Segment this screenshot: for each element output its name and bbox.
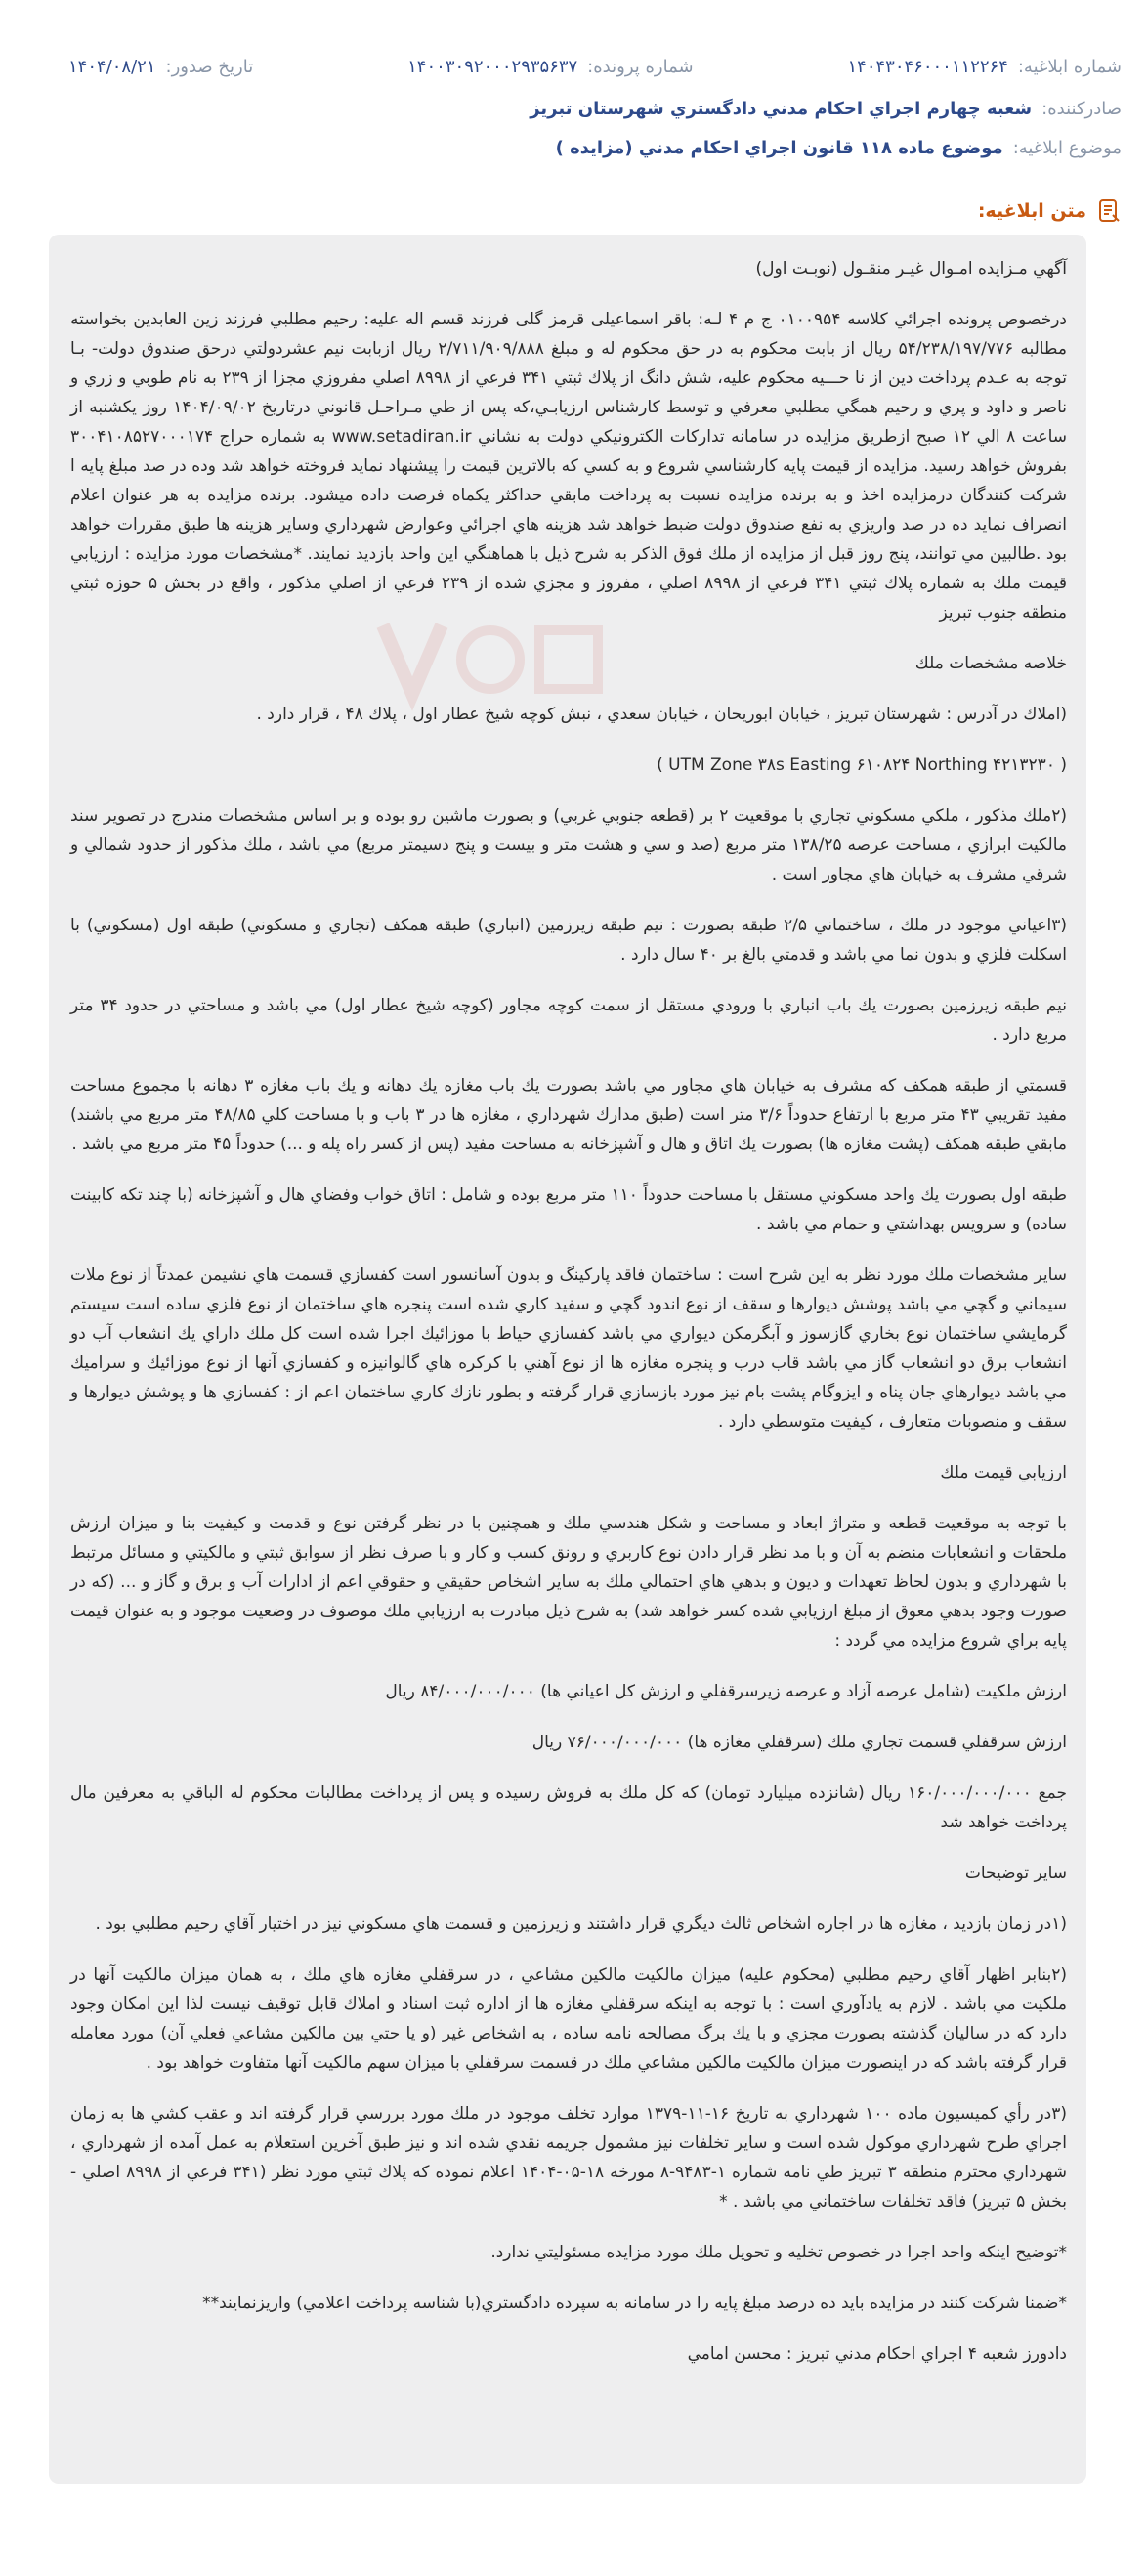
ownership-value-paragraph: ارزش ملكيت (شامل عرصه آزاد و عرصه زيرسرقفلي و ارزش كل اعياني ها) ۸۴/۰۰۰/۰۰۰/۰۰۰ ريال	[385, 1682, 1067, 1701]
property-summary-heading: خلاصه مشخصات ملك	[914, 654, 1067, 673]
issuer-value: شعبه چهارم اجراي احكام مدني دادگستري شهرستان تبريز	[530, 98, 1033, 119]
utm-paragraph: ( UTM Zone ۳۸s Easting ۶۱۰۸۲۴ Northing ۴۲۱۳۲۳۰ )	[657, 755, 1067, 775]
note-1-paragraph: (۱در زمان بازديد ، مغازه ها در اجاره اشخاص ثالث ديگري قرار داشتند و زيرزمين و قسمت هاي مسكوني نيز در اختيار آقاي رحيم مطلبي بود .	[95, 1914, 1067, 1934]
issuer-row	[39, 92, 1122, 125]
notice-body-panel	[49, 235, 1086, 2484]
first-floor-paragraph: طبقه اول بصورت يك واحد مسكوني مستقل با مساحت حدوداً ۱۱۰ متر مربع بوده و شامل : اتاق خواب وفضاي هال و آشپزخانه (با چند تكه كابينت ساده) و سرويس بهداشتي و حمام مي باشد .	[70, 1185, 1068, 1234]
signature-paragraph: دادورز شعبه ۴ اجراي احكام مدني تبريز : محسن امامي	[687, 2344, 1067, 2364]
case-number-label: شماره پرونده:	[587, 56, 694, 77]
notice-main-paragraph: درخصوص پرونده اجرائي كلاسه ۰۱۰۰۹۵۴ ج م ۴ لـه: باقر اسماعیلی قرمز گلی فرزند قسم اله علیه: رحيم مطلبي فرزند زين العابدين بخواسته مطالبه ۵۴/۲۳۸/۱۹۷/۷۷۶ ريال از بابت محكوم به در حق محكوم له و مبلغ ۲/۷۱۱/۹۰۹/۸۸۸ ريال ازبابت نيم عشردولتي درحق صندوق دولت- بـا توجه به عـدم پرداخت دين از نا حـــيه محكوم عليه، شش دانگ از پلاك ثبتي ۳۴۱ فرعي از ۸۹۹۸ اصلي مفروزي مجزا از ۲۳۹ به نام طوبي و زري و ناصر و داود و پري و رحيم همگي مطلبي معرفي و توسط كارشناس ارزيابـي،كه پس از طي مـراحـل قانوني درتاريخ ۱۴۰۴/۰۹/۰۲ روز يكشنبه از ساعت ۸ الي ۱۲ صبح ازطريق مزايده در سامانه تداركات الكترونيكي دولت به نشاني www.setadiran.ir به شماره حراج ۳۰۰۴۱۰۸۵۲۷۰۰۰۱۷۴ بفروش خواهد رسيد. مزايده از قيمت پايه كارشناسي شروع و به كسي كه بالاترين قيمت را پيشنهاد نمايد فروخته خواهد شد وده در صد مبلغ پايه ا شركت كنندگان درمزايده اخذ و به برنده مزايده نسبت به پرداخت مابقي حداكثر يكماه فرصت داده ميشود. برنده مزايده به هر عنوان اعلام انصراف نمايد ده در صد واريزي به نفع صندوق دولت ضبط خواهد شد هزينه هاي اجرائي وعوارض شهرداري وساير هزينه ها طبق مقررات خواهد بود .طالبين مي توانند، پنج روز قبل از مزايده از ملك فوق الذكر به شرح ذيل با هماهنگي اين واحد بازديد نمايند. *مشخصات مورد مزايده : ارزيابي قيمت ملك به شماره پلاك ثبتي ۳۴۱ فرعي از ۸۹۹۸ اصلي ، مفروز و مجزي شده از ۲۳۹ فرعي از اصلي مذكور ، واقع در بخش ۵ حوزه ثبتي منطقه جنوب تبريز	[70, 310, 1068, 623]
notice-text-heading	[978, 192, 1122, 231]
issue-date	[68, 57, 253, 77]
deposit-note-paragraph: *ضمنا شركت كنند در مزايده بايد ده درصد مبلغ پايه را در سامانه به سپرده دادگستري(با شناسه پرداخت اعلامي) واريزنمايند**	[202, 2294, 1067, 2313]
basement-paragraph: نيم طبقه زيرزمين بصورت يك باب انباري با ورودي مستقل از سمت كوچه مجاور (كوچه شيخ عطار اول) مي باشد و مساحتي در حدود ۳۴ متر مربع دارد .	[70, 996, 1067, 1045]
valuation-heading: ارزيابي قيمت ملك	[940, 1463, 1067, 1482]
notice-meta-row	[68, 47, 1122, 86]
case-number-value: ۱۴۰۰۳۰۹۲۰۰۰۲۹۳۵۶۳۷	[407, 56, 578, 77]
notice-title-paragraph: آگهي مـزايده امـوال غيـر منقـول (نوبـت اول)	[755, 259, 1067, 279]
document-icon	[1096, 198, 1122, 224]
notice-number-label: شماره ابلاغیه:	[1017, 56, 1122, 77]
issue-date-label: تاریخ صدور:	[165, 56, 254, 77]
note-3-paragraph: (۳در رأي كميسيون ماده ۱۰۰ شهرداري به تاريخ ۱۶-۱۱-۱۳۷۹ موارد تخلف موجود در ملك مورد بررسي قرار گرفته اند و عقب كشي ها به زمان اجراي طرح شهرداري موكول شده است و ساير تخلفات نيز مشمول جريمه نقدي شده اند و نيز طبق آخرين استعلام به عمل آمده از شهرداري ، شهرداري محترم منطقه ۳ تبريز طي نامه شماره ۱-۹۴۸۳-۸ مورخه ۱۸-۰۵-۱۴۰۴ اعلام نموده كه پلاك ثبتي مورد نظر (۳۴۱ فرعي از ۸۹۹۸ اصلي - بخش ۵ تبريز) فاقد تخلفات ساختماني مي باشد . *	[70, 2104, 1067, 2211]
note-2-paragraph: (۲بنابر اظهار آقاي رحيم مطلبي (محكوم عليه) ميزان مالكيت مالكين مشاعي ، در سرقفلي مغازه هاي ملك ، به همان ميزان مالكيت آنها در ملكيت مي باشد . لازم به يادآوري است : با توجه به اينكه سرقفلي مغازه ها از اداره ثبت اسناد و املاك قابل توقيف نيست لذا اين امكان وجود دارد كه در سالیان گذشته بصورت مجزي و با يك برگ مصالحه نامه ساده ، به اشخاص غير (و يا حتي بين مالكين مشاعي فعلي آن) مورد معامله قرار گرفته باشد كه در اينصورت ميزان مالكيت مالكين مشاعي ملك در قسمت سرقفلي با ميزان سهم مالكيت آنها متفاوت خواهد بود .	[70, 1965, 1067, 2073]
total-value-paragraph: جمع ۱۶۰/۰۰۰/۰۰۰/۰۰۰ ريال (شانزده ميليارد تومان) كه كل ملك به فروش رسيده و پس از پرداخت مطالبات محكوم له الباقي به معرفين مال پرداخت خواهد شد	[70, 1783, 1067, 1832]
other-notes-heading: ساير توضيحات	[964, 1864, 1067, 1883]
eviction-note-paragraph: *توضيح اينكه واحد اجرا در خصوص تخليه و تحويل ملك مورد مزايده مسئوليتي ندارد.	[490, 2243, 1067, 2262]
subject-label: موضوع ابلاغیه:	[1012, 137, 1122, 158]
issue-date-value: ۱۴۰۴/۰۸/۲۱	[68, 56, 156, 77]
goodwill-value-paragraph: ارزش سرقفلي قسمت تجاري ملك (سرقفلي مغازه ها) ۷۶/۰۰۰/۰۰۰/۰۰۰ ريال	[531, 1733, 1067, 1752]
property-address-paragraph: (املاك در آدرس : شهرستان تبريز ، خيابان ابوريحان ، خيابان سعدي ، نبش كوچه شيخ عطار اول ، پلاك ۴۸ ، قرار دارد .	[256, 705, 1067, 724]
building-paragraph: (۳اعياني موجود در ملك ، ساختماني ۲/۵ طبقه بصورت : نيم طبقه زيرزمين (انباري) طبقه همكف (تجاري و مسكوني) طبقه اول (مسكوني) با اسكلت فلزي و بدون نما مي باشد و قدمتي بالغ بر ۴۰ سال دارد .	[70, 916, 1067, 965]
valuation-paragraph: با توجه به موقعيت قطعه و متراژ ابعاد و مساحت و شكل هندسي ملك و همچنين با در نظر گرفتن نوع و قدمت و كيفيت بنا و ميزان ارزش ملحقات و انشعابات منضم به آن و با مد نظر قرار دادن نوع كاربري و رونق كسب و كار و با صرف نظر از سوابق ثبتي و مالكيتي و مسائل مرتبط با شهرداري و بدون لحاظ تعهدات و ديون و بدهي هاي احتمالي ملك به ساير اشخاص حقيقي و حقوقي اعم از ادارات آب و برق و گاز و ... (كه در صورت وجود بدهي معوق از مبلغ ارزيابي شده كسر خواهد شد) به شرح ذيل مبادرت به ارزيابي ملك موصوف در وضعيت موجود و به عنوان قيمت پايه براي شروع مزايده مي گردد :	[70, 1514, 1067, 1651]
notice-number	[848, 57, 1123, 77]
case-number	[407, 57, 693, 77]
subject-value: موضوع ماده ۱۱۸ قانون اجراي احکام مدني (مزايده )	[555, 137, 1003, 158]
other-specs-paragraph: ساير مشخصات ملك مورد نظر به اين شرح است : ساختمان فاقد پاركينگ و بدون آسانسور است كفسازي قسمت هاي نشيمن عمدتاً از نوع ملات سيماني و گچي مي باشد پوشش ديوارها و سقف از نوع اندود گچي و سفيد كاري شده است پنجره هاي ساختمان از نوع فلزي ساده است سيستم گرمايشي ساختمان نوع بخاري گازسوز و آبگرمكن ديواري مي باشد كفسازي حياط با موزائيك اجرا شده است كل ملك داراي يك انشعاب آب دو انشعاب برق دو انشعاب گاز مي باشد قاب درب و پنجره مغازه ها از نوع آهني با كركره هاي گالوانيزه و كفسازي آنها از نوع موزائيك و سراميك مي باشد ديوارهاي جان پناه و ايزوگام پشت بام نيز مورد بازسازي قرار گرفته و بطور نازك كاري ساختمان اعم از : كفسازي ها و پوشش ديوارها و سقف و منصوبات متعارف ، كيفيت متوسطي دارد .	[70, 1266, 1067, 1432]
notice-number-value: ۱۴۰۴۳۰۴۶۰۰۰۱۱۲۲۶۴	[847, 56, 1008, 77]
subject-row	[39, 131, 1122, 164]
ground-floor-paragraph: قسمتي از طبقه همكف كه مشرف به خيابان هاي مجاور مي باشد بصورت يك باب مغازه يك دهانه و يك باب مغازه ۳ دهانه با مجموع مساحت مفيد تقريبي ۴۳ متر مربع با ارتفاع حدوداً ۳/۶ متر است (طبق مدارك شهرداري ، مغازه ها در ۳ باب و با مساحت كلي ۴۸/۸۵ متر مربع مي باشند) مابقي طبقه همكف (پشت مغازه ها) بصورت يك اتاق و هال و آشپزخانه به مساحت مفيد (پس از كسر راه پله و ...) حدوداً ۴۵ متر مربع مي باشد .	[70, 1076, 1067, 1154]
issuer-label: صادرکننده:	[1041, 98, 1122, 119]
property-description-paragraph: (۲ملك مذكور ، ملكي مسكوني تجاري با موقعيت ۲ بر (قطعه جنوبي غربي) و بصورت ماشين رو بوده و بر اساس مشخصات مندرج در تصوير سند مالكيت ابرازي ، مساحت عرصه ۱۳۸/۲۵ متر مربع (صد و سي و هشت متر و بيست و پنج دسيمتر مربع) مي باشد ، ملك مذكور از حدود شمالي و شرقي مشرف به خيابان هاي مجاور است .	[70, 806, 1068, 884]
notice-text-title: متن ابلاغیه:	[977, 200, 1086, 222]
